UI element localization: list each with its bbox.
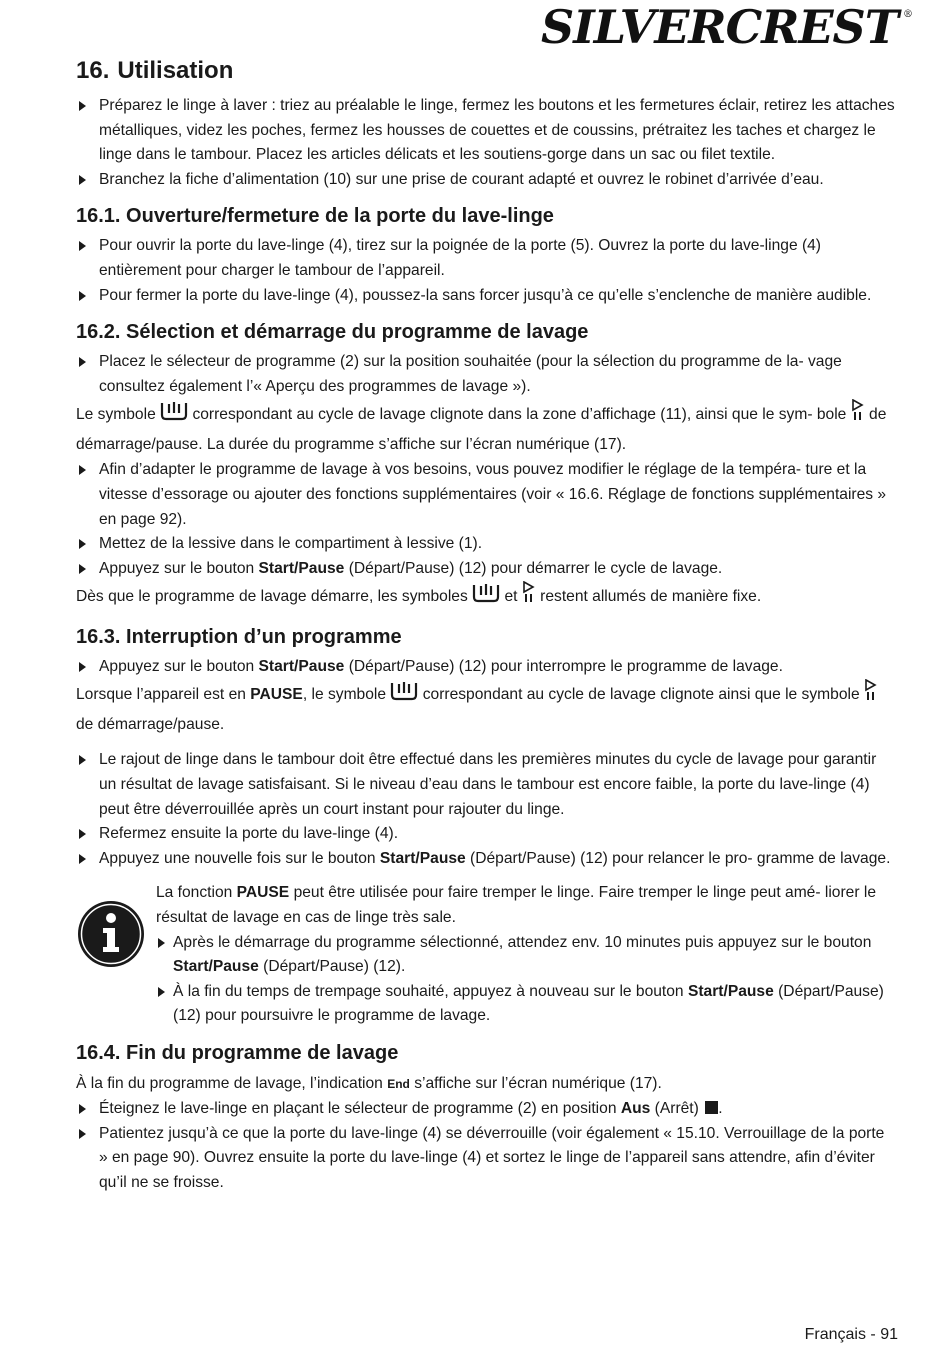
text: (Arrêt) bbox=[654, 1099, 699, 1117]
text: À la fin du programme de lavage, l’indication bbox=[76, 1074, 383, 1092]
text: de démarrage/pause. La durée du programme s’affiche sur l’écran numérique (17). bbox=[76, 406, 887, 453]
start-pause-icon bbox=[522, 581, 536, 613]
note-bullet-item bbox=[156, 931, 896, 980]
text: Appuyez une nouvelle fois sur le bouton bbox=[99, 849, 376, 867]
bullet-item: Placez le sélecteur de programme (2) sur la position souhaitée (pour la sélection du programme de la- vage consultez également l’« Aperçu des programmes de lavage »). bbox=[76, 350, 896, 399]
bullet-item: Patientez jusqu’à ce que la porte du lave-linge (4) se déverrouille (voir également « 15.10. Verrouillage de la porte » en page 90). Ouvrez ensuite la porte du lave-linge (4) et sortez le linge de l’appareil sans attendre, afin d’éviter qu’il ne se froisse. bbox=[76, 1122, 896, 1196]
paragraph-symbols-fixed bbox=[76, 581, 896, 613]
text: (Départ/Pause) (12) pour interrompre le programme de lavage. bbox=[348, 657, 783, 675]
section-title: Utilisation bbox=[117, 57, 234, 84]
main-content bbox=[76, 56, 896, 1195]
spacer bbox=[76, 738, 896, 748]
paragraph-end-display bbox=[76, 1071, 896, 1097]
wash-tub-icon bbox=[390, 681, 418, 711]
bullet-item: Préparez le linge à laver : triez au préalable le linge, fermez les boutons et les fermetures éclair, retirez les attaches métalliques, videz les poches, fermez les housses de couettes et de coussins, prétraitez les taches et chargez le linge dans le tambour. Placez les articles délicats et les soutiens-gorge dans un sac ou filet textile. bbox=[76, 94, 896, 168]
paragraph-pause-blink bbox=[76, 679, 896, 738]
start-pause-label: Start/Pause bbox=[687, 982, 774, 1000]
section-16-1-heading: 16.1. Ouverture/fermeture de la porte du lave-linge bbox=[76, 205, 554, 228]
text: correspondant au cycle de lavage clignote ainsi que le symbole bbox=[422, 686, 860, 704]
text: (Départ/Pause) (12). bbox=[263, 958, 406, 976]
start-pause-icon bbox=[864, 679, 878, 711]
info-icon bbox=[76, 899, 146, 969]
brand-name: SILVERCREST bbox=[541, 0, 898, 54]
info-note bbox=[76, 881, 896, 1029]
text: et bbox=[504, 588, 518, 606]
text: (Départ/Pause) (12) pour poursuivre le programme de lavage. bbox=[173, 982, 884, 1025]
bullet-item bbox=[76, 847, 896, 872]
text: À la fin du temps de trempage souhaité, appuyez à nouveau sur le bouton bbox=[173, 982, 684, 1000]
end-indicator: End bbox=[387, 1076, 410, 1091]
wash-tub-icon bbox=[472, 583, 500, 613]
text: Appuyez sur le bouton bbox=[99, 559, 255, 577]
section-16-4-heading: 16.4. Fin du programme de lavage bbox=[76, 1041, 399, 1064]
bullet-item: Le rajout de linge dans le tambour doit être effectué dans les premières minutes du cycle de lavage pour garantir un résultat de lavage satisfaisant. Si le niveau d’eau dans le tambour est encore faible, la porte du lave-linge (4) peut être déverrouillée après un court instant pour rajouter du linge. bbox=[76, 748, 896, 822]
text: Dès que le programme de lavage démarre, les symboles bbox=[76, 588, 468, 606]
text: restent allumés de manière fixe. bbox=[540, 588, 762, 606]
text: Appuyez sur le bouton bbox=[99, 657, 255, 675]
text: , le symbole bbox=[302, 686, 387, 704]
pause-label: PAUSE bbox=[236, 884, 290, 902]
bullet-item bbox=[76, 557, 896, 582]
text: (Départ/Pause) (12) pour démarrer le cycle de lavage. bbox=[348, 559, 723, 577]
text: correspondant au cycle de lavage clignote dans la zone d’affichage (11), ainsi que le sym- bole bbox=[192, 406, 847, 424]
bullet-item: Refermez ensuite la porte du lave-linge (4). bbox=[76, 822, 896, 847]
note-bullet-item bbox=[156, 980, 896, 1029]
text: Le symbole bbox=[76, 406, 156, 424]
section-16-2-heading: 16.2. Sélection et démarrage du programme de lavage bbox=[76, 321, 589, 344]
text: (Départ/Pause) (12) pour relancer le pro- gramme de lavage. bbox=[470, 849, 891, 867]
bullet-item: Branchez la fiche d’alimentation (10) sur une prise de courant adapté et ouvrez le robinet d’arrivée d’eau. bbox=[76, 168, 896, 193]
aus-label: Aus bbox=[620, 1099, 651, 1117]
section-number: 16. bbox=[76, 57, 110, 84]
bullet-item: Pour fermer la porte du lave-linge (4), poussez-la sans forcer jusqu’à ce qu’elle s’enclenche de manière audible. bbox=[76, 284, 896, 309]
start-pause-label: Start/Pause bbox=[258, 657, 345, 675]
section-16-heading bbox=[76, 56, 896, 86]
brand-logo bbox=[541, 0, 912, 54]
start-pause-label: Start/Pause bbox=[173, 958, 259, 976]
start-pause-label: Start/Pause bbox=[379, 849, 466, 867]
paragraph-symbol-blink bbox=[76, 399, 896, 458]
bullet-item: Pour ouvrir la porte du lave-linge (4), tirez sur la poignée de la porte (5). Ouvrez la porte du lave-linge (4) entièrement pour charger le tambour de l’appareil. bbox=[76, 234, 896, 283]
brand-registered-mark: ® bbox=[903, 9, 912, 20]
start-pause-label: Start/Pause bbox=[258, 559, 345, 577]
stop-square-icon bbox=[705, 1101, 718, 1114]
text: La fonction bbox=[156, 884, 233, 902]
text: Lorsque l’appareil est en bbox=[76, 686, 246, 704]
text: s’affiche sur l’écran numérique (17). bbox=[414, 1074, 662, 1092]
bullet-item: Éteignez le lave-linge en plaçant le sélecteur de programme (2) en position Aus (Arrêt) . bbox=[76, 1097, 896, 1122]
text: peut être utilisée pour faire tremper le linge. Faire tremper le linge peut amé- liorer le résultat de lavage en cas de linge très sale. bbox=[156, 884, 877, 926]
text: Après le démarrage du programme sélectionné, attendez env. 10 minutes puis appuyez sur le bouton bbox=[173, 933, 872, 951]
bullet-item bbox=[76, 655, 896, 680]
text: Éteignez le lave-linge en plaçant le sélecteur de programme (2) en position bbox=[99, 1099, 617, 1117]
text: de démarrage/pause. bbox=[76, 715, 225, 733]
start-pause-icon bbox=[851, 399, 865, 431]
wash-tub-icon bbox=[160, 401, 188, 431]
pause-label: PAUSE bbox=[250, 686, 303, 704]
bullet-item: Mettez de la lessive dans le compartiment à lessive (1). bbox=[76, 532, 896, 557]
note-paragraph bbox=[156, 881, 896, 930]
bullet-item: Afin d’adapter le programme de lavage à vos besoins, vous pouvez modifier le réglage de la tempéra- ture et la vitesse d’essorage ou ajouter des fonctions supplémentaires (voir « 16.6. Réglage de fonctions supplémentaires » en page 92). bbox=[76, 458, 896, 532]
page-footer: Français - 91 bbox=[804, 1326, 898, 1343]
section-16-3-heading: 16.3. Interruption d’un programme bbox=[76, 625, 402, 648]
